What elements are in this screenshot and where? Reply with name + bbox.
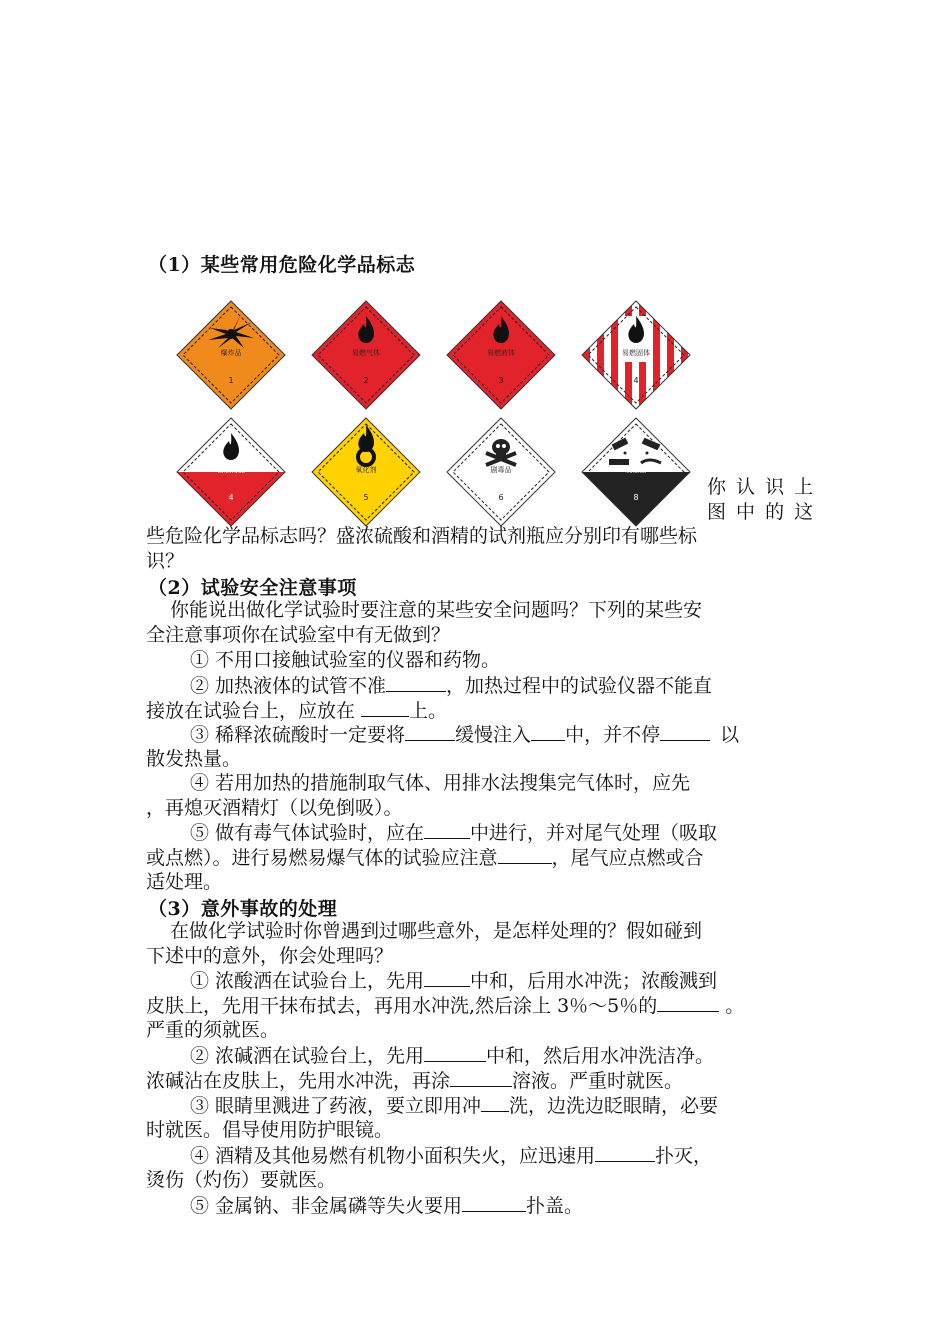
hazard-sign-label: 易燃固体 [622,349,650,357]
accident-item-5-text-a: ⑤ 金属钠、非金属磷等失火要用 [190,1195,463,1217]
question-text-4: 识？ [146,550,185,572]
accident-item-3-line2: 时就医。倡导使用防护眼镜。 [146,1119,394,1141]
answer-blank[interactable] [424,820,470,839]
section3-intro-2: 下述中的意外，你会处理吗？ [146,945,394,967]
flame-icon [579,298,693,412]
flame-icon [444,298,558,412]
accident-item-4-text-b: 扑灭， [655,1145,713,1167]
section3-intro-1: 在做化学试验时你曾遇到过哪些意外，是怎样处理的？假如碰到 [170,920,703,942]
accident-item-2-line2 [146,1068,683,1093]
hazard-sign-label: 易燃液体 [487,349,515,357]
safety-item-3-line1 [190,722,739,747]
hazard-sign-number: 8 [633,493,639,502]
safety-item-3-text-c: 中，并不停 [565,724,661,746]
accident-item-5-text-b: 扑盖。 [526,1195,584,1217]
answer-blank[interactable] [450,1068,512,1087]
safety-item-5-text-b: 中进行，并对尾气处理（吸取 [470,822,718,844]
accident-item-4-line2: 烫伤（灼伤）要就医。 [146,1169,337,1191]
section2-intro-1: 你能说出做化学试验时要注意的某些安全问题吗？下列的某些安 [170,599,703,621]
answer-blank[interactable] [386,673,446,692]
accident-item-1-line3: 严重的须就医。 [146,1019,280,1041]
accident-item-4-text-a: ④ 酒精及其他易燃有机物小面积失火，应迅速用 [190,1145,596,1167]
hazard-sign-number: 3 [498,376,504,385]
accident-item-2-text-b: 中和，然后用水冲洗洁净。 [486,1045,715,1067]
safety-item-3-text-d: 以 [720,724,740,746]
safety-item-5-text-a: ⑤ 做有毒气体试验时，应在 [190,822,425,844]
explosion-icon [174,298,288,412]
flame-over-circle-icon [309,415,423,529]
hazard-sign-number: 6 [498,493,504,502]
answer-blank[interactable] [462,1193,526,1212]
hazard-sign-1 [174,298,288,412]
section2-intro-2: 全注意事项你在试验室中有无做到？ [146,624,451,646]
hazard-sign-label: 剧毒品 [490,466,512,474]
hazard-sign-6 [309,415,423,529]
accident-item-1-line1 [190,968,717,993]
question-text-1: 你 认 识 上 [707,476,816,498]
hazard-sign-7 [444,415,558,529]
answer-blank[interactable] [405,722,455,741]
hazard-sign-3 [444,298,558,412]
hazard-sign-5 [174,415,288,529]
hazard-sign-number: 4 [633,376,639,385]
accident-item-1-line2 [146,993,744,1018]
hazard-sign-number: 2 [363,376,369,385]
safety-item-5-text-d: ，尾气应点燃或合 [551,847,704,869]
accident-item-2-text-a: ② 浓碱洒在试验台上，先用 [190,1045,425,1067]
accident-item-1-text-d: 。 [719,995,745,1017]
safety-item-2-line2 [146,698,447,723]
skull-crossbones-icon [444,415,558,529]
hazard-sign-label: 自燃物品 [217,466,245,474]
accident-item-1-text-b: 中和，后用水冲洗；浓酸溅到 [470,970,718,992]
corrosion-icon [579,415,693,529]
answer-blank[interactable] [361,698,409,717]
accident-item-2-line1 [190,1043,714,1068]
hazard-sign-label: 爆炸品 [220,349,242,357]
flame-icon [174,415,288,529]
hazard-sign-label: 易燃气体 [352,349,380,357]
section3-heading: （3）意外事故的处理 [148,898,338,920]
safety-item-2-text-d: 上。 [409,700,448,722]
section1-heading: （1）某些常用危险化学品标志 [148,254,416,276]
accident-item-5-line1 [190,1193,583,1218]
answer-blank[interactable] [424,968,470,987]
safety-item-1: ① 不用口接触试验室的仪器和药物。 [190,649,501,671]
safety-item-3-text-b: 缓慢注入 [455,724,532,746]
safety-item-2-text-a: ② 加热液体的试管不准 [190,675,387,697]
hazard-sign-8 [579,415,693,529]
hazard-sign-number: 5 [363,493,369,502]
section2-heading: （2）试验安全注意事项 [148,577,357,599]
hazard-sign-label: 氧化剂 [355,466,377,474]
accident-item-1-text-a: ① 浓酸洒在试验台上，先用 [190,970,425,992]
safety-item-4-line2: ，再熄灭酒精灯（以免倒吸）。 [146,797,403,819]
accident-item-3-text-a: ③ 眼睛里溅进了药液，要立即用冲 [190,1095,482,1117]
safety-item-2-text-b: ，加热过程中的试验仪器不能直 [446,675,713,697]
answer-blank[interactable] [498,845,552,864]
answer-blank[interactable] [595,1143,655,1162]
accident-item-2-text-c: 浓碱沾在皮肤上，先用水冲洗，再涂 [146,1070,451,1092]
hazard-sign-4 [579,298,693,412]
question-text-2: 图 中 的 这 [707,501,816,523]
hazard-sign-2 [309,298,423,412]
question-text-3: 些危险化学品标志吗？盛浓硫酸和酒精的试剂瓶应分别印有哪些标 [146,525,698,547]
answer-blank[interactable] [531,722,565,741]
accident-item-1-text-c: 皮肤上，先用干抹布拭去，再用水冲洗,然后涂上 3％～5％的 [146,995,658,1017]
safety-item-4-line1: ④ 若用加热的措施制取气体、用排水法搜集完气体时，应先 [190,772,691,794]
accident-item-2-text-d: 溶液。严重时就医。 [512,1070,684,1092]
safety-item-5-line2 [146,845,704,870]
safety-item-2-text-c: 接放在试验台上，应放在 [146,700,362,722]
safety-item-3-line2: 散发热量。 [146,748,242,770]
hazard-sign-number: 4 [228,493,234,502]
hazard-sign-label: 腐蚀品 [625,466,647,474]
hazard-sign-number: 1 [228,376,234,385]
answer-blank[interactable] [424,1043,486,1062]
safety-item-5-text-c: 或点燃）。进行易燃易爆气体的试验应注意 [146,847,498,869]
safety-item-3-text-a: ③ 稀释浓硫酸时一定要将 [190,724,406,746]
answer-blank[interactable] [481,1093,509,1112]
accident-item-4-line1 [190,1143,712,1168]
accident-item-3-line1 [190,1093,718,1118]
answer-blank[interactable] [660,722,710,741]
answer-blank[interactable] [657,993,719,1012]
safety-item-2-line1 [190,673,712,698]
safety-item-5-line1 [190,820,717,845]
accident-item-3-text-b: 洗，边洗边眨眼睛，必要 [509,1095,719,1117]
flame-icon [309,298,423,412]
safety-item-5-line3: 适处理。 [146,871,223,893]
